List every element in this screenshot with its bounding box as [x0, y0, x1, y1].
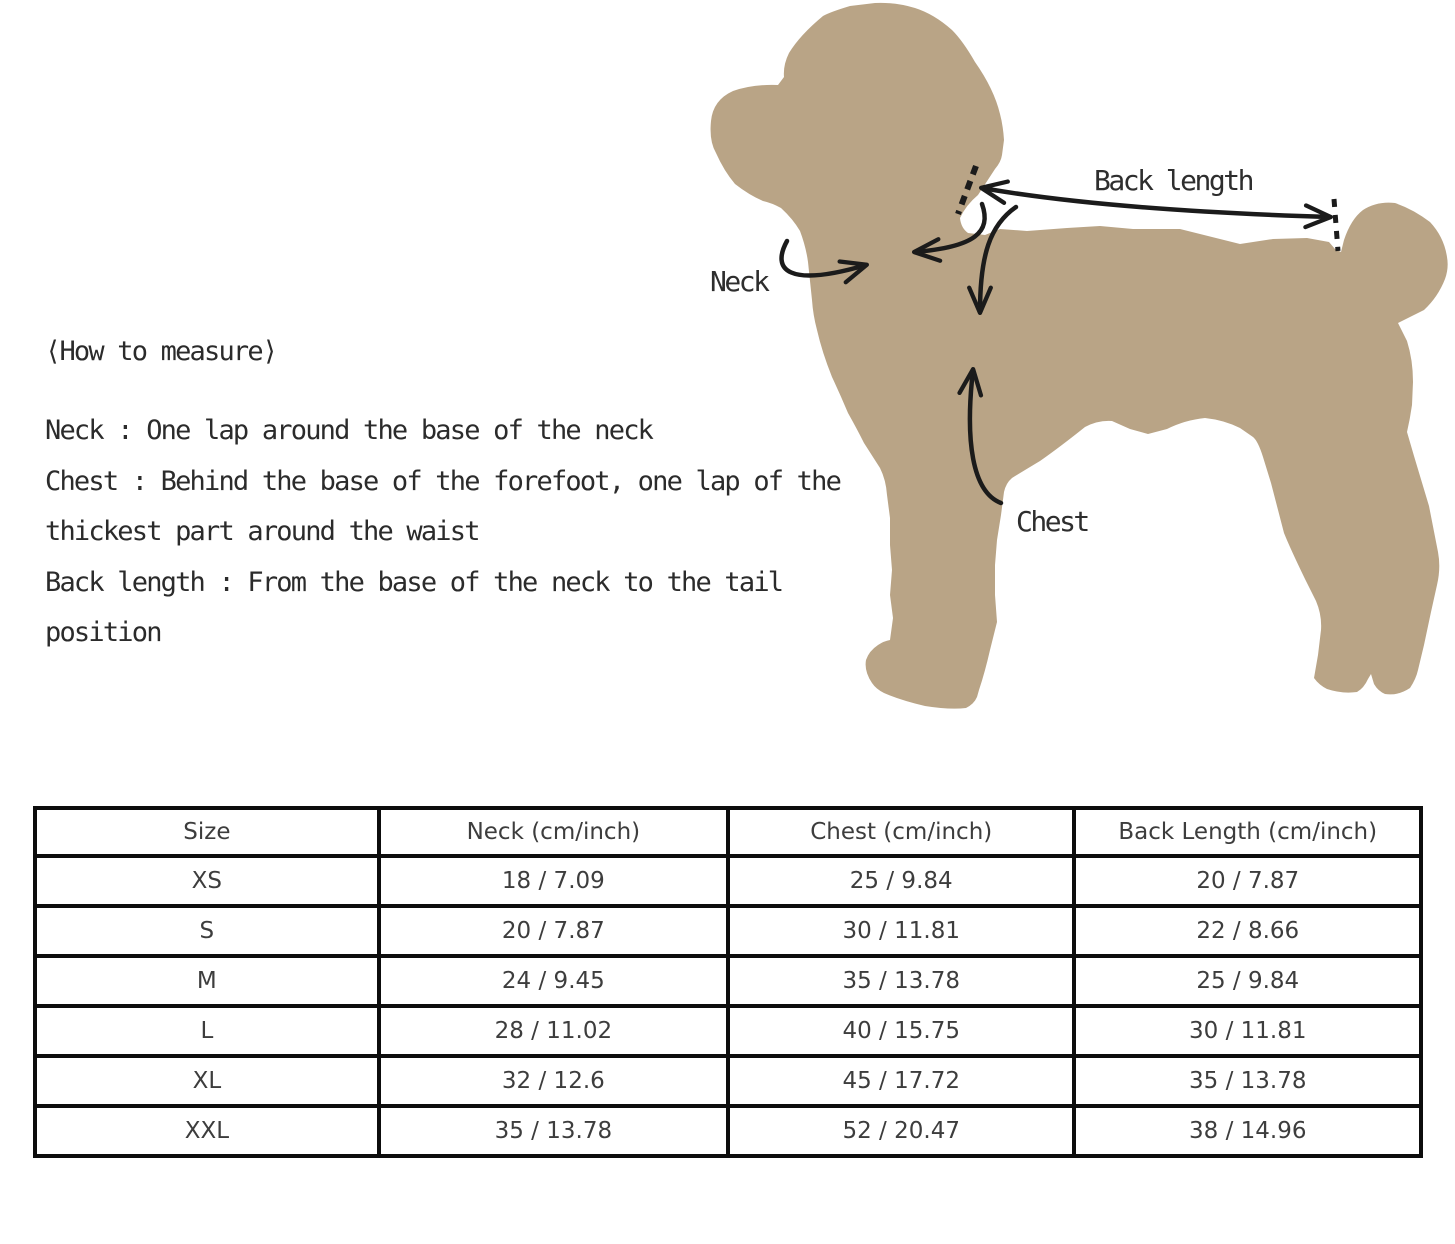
guide-line-chest-1: Chest : Behind the base of the forefoot, one lap of the	[45, 465, 841, 497]
table-header-row	[35, 808, 1421, 856]
table-row-xs	[35, 856, 1421, 906]
cell-neck: 18 / 7.09	[379, 856, 728, 906]
col-header-size: Size	[35, 808, 379, 856]
guide-line-back-length-1: Back length : From the base of the neck to the tail	[45, 566, 783, 598]
cell-neck: 35 / 13.78	[379, 1106, 728, 1156]
back-length-label: Back length	[1094, 164, 1252, 197]
cell-size: XL	[35, 1056, 379, 1106]
col-header-chest: Chest (cm/inch)	[728, 808, 1075, 856]
cell-size: XXL	[35, 1106, 379, 1156]
cell-neck: 24 / 9.45	[379, 956, 728, 1006]
cell-size: L	[35, 1006, 379, 1056]
cell-back-length: 35 / 13.78	[1074, 1056, 1421, 1106]
cell-back-length: 30 / 11.81	[1074, 1006, 1421, 1056]
cell-size: S	[35, 906, 379, 956]
table-row-xxl	[35, 1106, 1421, 1156]
col-header-neck: Neck (cm/inch)	[379, 808, 728, 856]
guide-line-chest-2: thickest part around the waist	[45, 516, 479, 547]
table-row-s	[35, 906, 1421, 956]
table-row-xl	[35, 1056, 1421, 1106]
cell-chest: 35 / 13.78	[728, 956, 1075, 1006]
cell-back-length: 22 / 8.66	[1074, 906, 1421, 956]
table-row-l	[35, 1006, 1421, 1056]
table-row-m	[35, 956, 1421, 1006]
size-table	[33, 806, 1423, 1158]
cell-neck: 32 / 12.6	[379, 1056, 728, 1106]
col-header-back-length: Back Length (cm/inch)	[1074, 808, 1421, 856]
cell-size: XS	[35, 856, 379, 906]
measure-guide-lines	[45, 406, 885, 659]
cell-neck: 20 / 7.87	[379, 906, 728, 956]
cell-chest: 52 / 20.47	[728, 1106, 1075, 1156]
cell-back-length: 38 / 14.96	[1074, 1106, 1421, 1156]
tail-dashed-line	[1334, 199, 1338, 251]
cell-size: M	[35, 956, 379, 1006]
cell-chest: 40 / 15.75	[728, 1006, 1075, 1056]
cell-chest: 25 / 9.84	[728, 856, 1075, 906]
cell-neck: 28 / 11.02	[379, 1006, 728, 1056]
cell-back-length: 20 / 7.87	[1074, 856, 1421, 906]
neck-label: Neck	[710, 265, 768, 298]
cell-chest: 45 / 17.72	[728, 1056, 1075, 1106]
cell-back-length: 25 / 9.84	[1074, 956, 1421, 1006]
chest-label: Chest	[1016, 505, 1088, 538]
guide-line-back-length-2: position	[45, 617, 161, 648]
measure-guide-title: ⟨How to measure⟩	[45, 336, 277, 367]
cell-chest: 30 / 11.81	[728, 906, 1075, 956]
guide-line-neck: Neck : One lap around the base of the neck	[45, 415, 653, 446]
